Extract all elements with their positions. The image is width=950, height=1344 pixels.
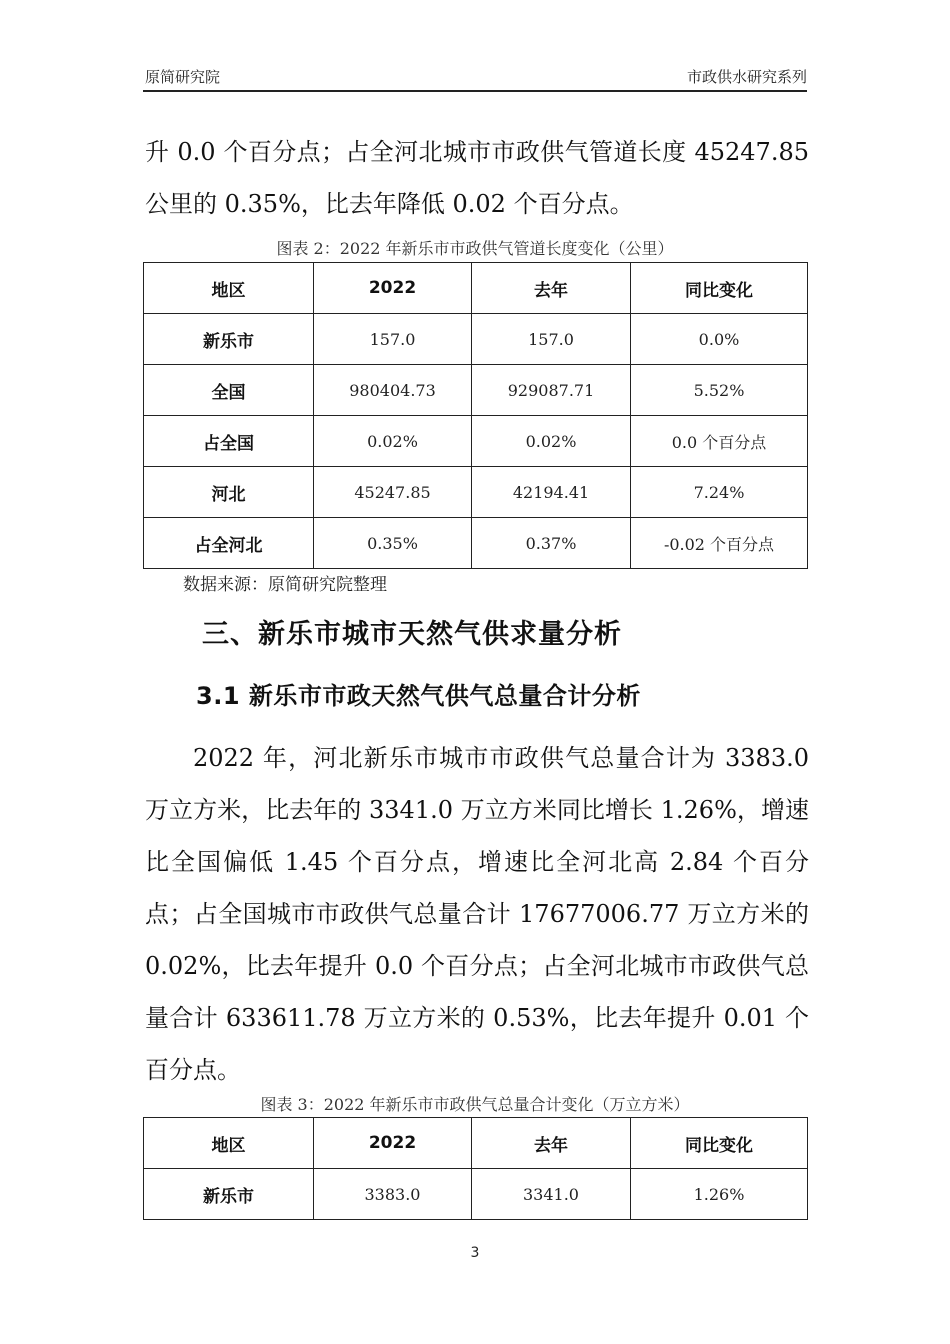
cell-change: -0.02 个百分点 (631, 518, 808, 569)
col-header-change: 同比变化 (631, 263, 808, 314)
subsection-heading: 3.1 新乐市市政天然气供气总量合计分析 (196, 682, 641, 710)
paragraph-supply-analysis: 2022 年，河北新乐市城市市政供气总量合计为 3383.0 万立方米，比去年的 3341.0 万立方米同比增长 1.26%，增速比全国偏低 1.45 个百分点，增速比全河北高 2.84 个百分点；占全国城市市政供气总量合计 17677006.77 万立方米的 0.02%，比去年提升 0.0 个百分点；占全河北城市市政供气总量合计 633611.78 万立方米的 0.53%，比去年提升 0.01 个百分点。 (145, 744, 809, 1084)
cell-2022: 0.02% (314, 416, 472, 467)
table2-caption: 图表 2：2022 年新乐市市政供气管道长度变化（公里） (276, 239, 674, 258)
header-divider (143, 90, 807, 92)
cell-2022: 980404.73 (314, 365, 472, 416)
cell-last-year: 3341.0 (472, 1169, 631, 1220)
header-series-name: 市政供水研究系列 (686, 68, 807, 86)
table3-gas-supply-total (143, 1117, 808, 1220)
cell-last-year: 157.0 (472, 314, 631, 365)
col-header-2022: 2022 (314, 1118, 472, 1169)
table-row (144, 1169, 808, 1220)
col-header-region: 地区 (144, 1118, 314, 1169)
row-label: 新乐市 (144, 1169, 314, 1220)
cell-last-year: 0.02% (472, 416, 631, 467)
cell-last-year: 42194.41 (472, 467, 631, 518)
row-label: 占全河北 (144, 518, 314, 569)
table-row (144, 467, 808, 518)
table-row (144, 518, 808, 569)
row-label: 新乐市 (144, 314, 314, 365)
row-label: 河北 (144, 467, 314, 518)
table-header-row (144, 1118, 808, 1169)
cell-2022: 157.0 (314, 314, 472, 365)
table3-caption: 图表 3：2022 年新乐市市政供气总量合计变化（万立方米） (260, 1095, 690, 1114)
col-header-last-year: 去年 (472, 263, 631, 314)
row-label: 全国 (144, 365, 314, 416)
cell-change: 5.52% (631, 365, 808, 416)
table-header-row (144, 263, 808, 314)
page-number: 3 (470, 1245, 480, 1261)
table-row (144, 365, 808, 416)
table2-source-note: 数据来源：原简研究院整理 (183, 575, 387, 595)
col-header-change: 同比变化 (631, 1118, 808, 1169)
section-heading: 三、新乐市城市天然气供求量分析 (202, 619, 622, 650)
cell-last-year: 929087.71 (472, 365, 631, 416)
cell-2022: 0.35% (314, 518, 472, 569)
col-header-last-year: 去年 (472, 1118, 631, 1169)
cell-change: 0.0 个百分点 (631, 416, 808, 467)
row-label: 占全国 (144, 416, 314, 467)
header-org-name: 原简研究院 (145, 68, 221, 86)
cell-2022: 45247.85 (314, 467, 472, 518)
table-row (144, 314, 808, 365)
col-header-2022: 2022 (314, 263, 472, 314)
table-row (144, 416, 808, 467)
cell-change: 1.26% (631, 1169, 808, 1220)
cell-change: 0.0% (631, 314, 808, 365)
cell-2022: 3383.0 (314, 1169, 472, 1220)
cell-change: 7.24% (631, 467, 808, 518)
table2-pipeline-length (143, 262, 808, 569)
cell-last-year: 0.37% (472, 518, 631, 569)
paragraph-continued: 升 0.0 个百分点；占全河北城市市政供气管道长度 45247.85 公里的 0.35%，比去年降低 0.02 个百分点。 (145, 138, 809, 218)
col-header-region: 地区 (144, 263, 314, 314)
